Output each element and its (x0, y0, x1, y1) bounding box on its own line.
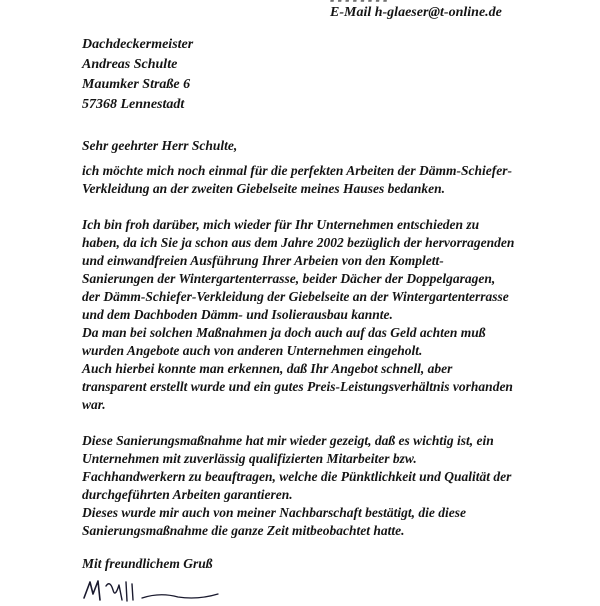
paragraph-line: Auch hierbei konnte man erkennen, daß Ihr Angebot schnell, aber (82, 361, 453, 376)
paragraph-history (82, 216, 592, 324)
closing-phrase: Mit freundlichem Gruß (82, 556, 213, 571)
recipient-title: Dachdeckermeister (82, 37, 194, 52)
paragraph-line: Sanierungsmaßnahme die ganze Zeit mitbeobachtet hatte. (82, 523, 405, 538)
paragraph-line: Fachhandwerkern zu beauftragen, welche die Pünktlichkeit und Qualität der (82, 469, 512, 484)
paragraph-line: war. (82, 397, 106, 412)
paragraph-line: ich möchte mich noch einmal für die perfekten Arbeiten der Dämm-Schiefer- (82, 163, 512, 178)
paragraph-line: der Dämm-Schiefer-Verkleidung der Giebelseite an der Wintergartenterrasse (82, 289, 509, 304)
paragraph-offers (82, 324, 592, 414)
paragraph-line: und dem Dachboden Dämm- und Isolierausbau kannte. (82, 307, 393, 322)
paragraph-line: haben, da ich Sie ja schon aus dem Jahre 2002 bezüglich der hervorragenden (82, 235, 515, 250)
recipient-street: Maumker Straße 6 (82, 77, 191, 92)
recipient-address (82, 35, 193, 115)
paragraph-line: Da man bei solchen Maßnahmen ja doch auch auf das Geld achten muß (82, 325, 486, 340)
recipient-city: 57368 Lennestadt (82, 97, 185, 112)
paragraph-line: transparent erstellt wurde und ein gutes Preis-Leistungsverhältnis vorhanden (82, 379, 513, 394)
paragraph-thanks (82, 162, 592, 198)
sender-email: E-Mail h-glaeser@t-online.de (330, 5, 502, 20)
paragraph-line: Ich bin froh darüber, mich wieder für Ihr Unternehmen entschieden zu (82, 217, 480, 232)
paragraph-line: und einwandfreien Ausführung Ihrer Arbeien von den Komplett- (82, 253, 444, 268)
handwritten-signature (80, 576, 240, 606)
salutation: Sehr geehrter Herr Schulte, (82, 138, 238, 153)
paragraph-line: Dieses wurde mir auch von meiner Nachbarschaft bestätigt, die diese (82, 505, 466, 520)
recipient-name: Andreas Schulte (82, 57, 178, 72)
paragraph-line: wurden Angebote auch von anderen Unternehmen eingeholt. (82, 343, 423, 358)
paragraph-line: Verkleidung an der zweiten Giebelseite meines Hauses bedanken. (82, 181, 445, 196)
paragraph-conclusion (82, 432, 592, 540)
paragraph-line: Diese Sanierungsmaßnahme hat mir wieder gezeigt, daß es wichtig ist, ein (82, 433, 494, 448)
paragraph-line: Unternehmen mit zuverlässig qualifizierten Mitarbeiter bzw. (82, 451, 417, 466)
paragraph-line: durchgeführten Arbeiten garantieren. (82, 487, 293, 502)
paragraph-line: Sanierungen der Wintergartenterrasse, beider Dächer der Doppelgaragen, (82, 271, 496, 286)
